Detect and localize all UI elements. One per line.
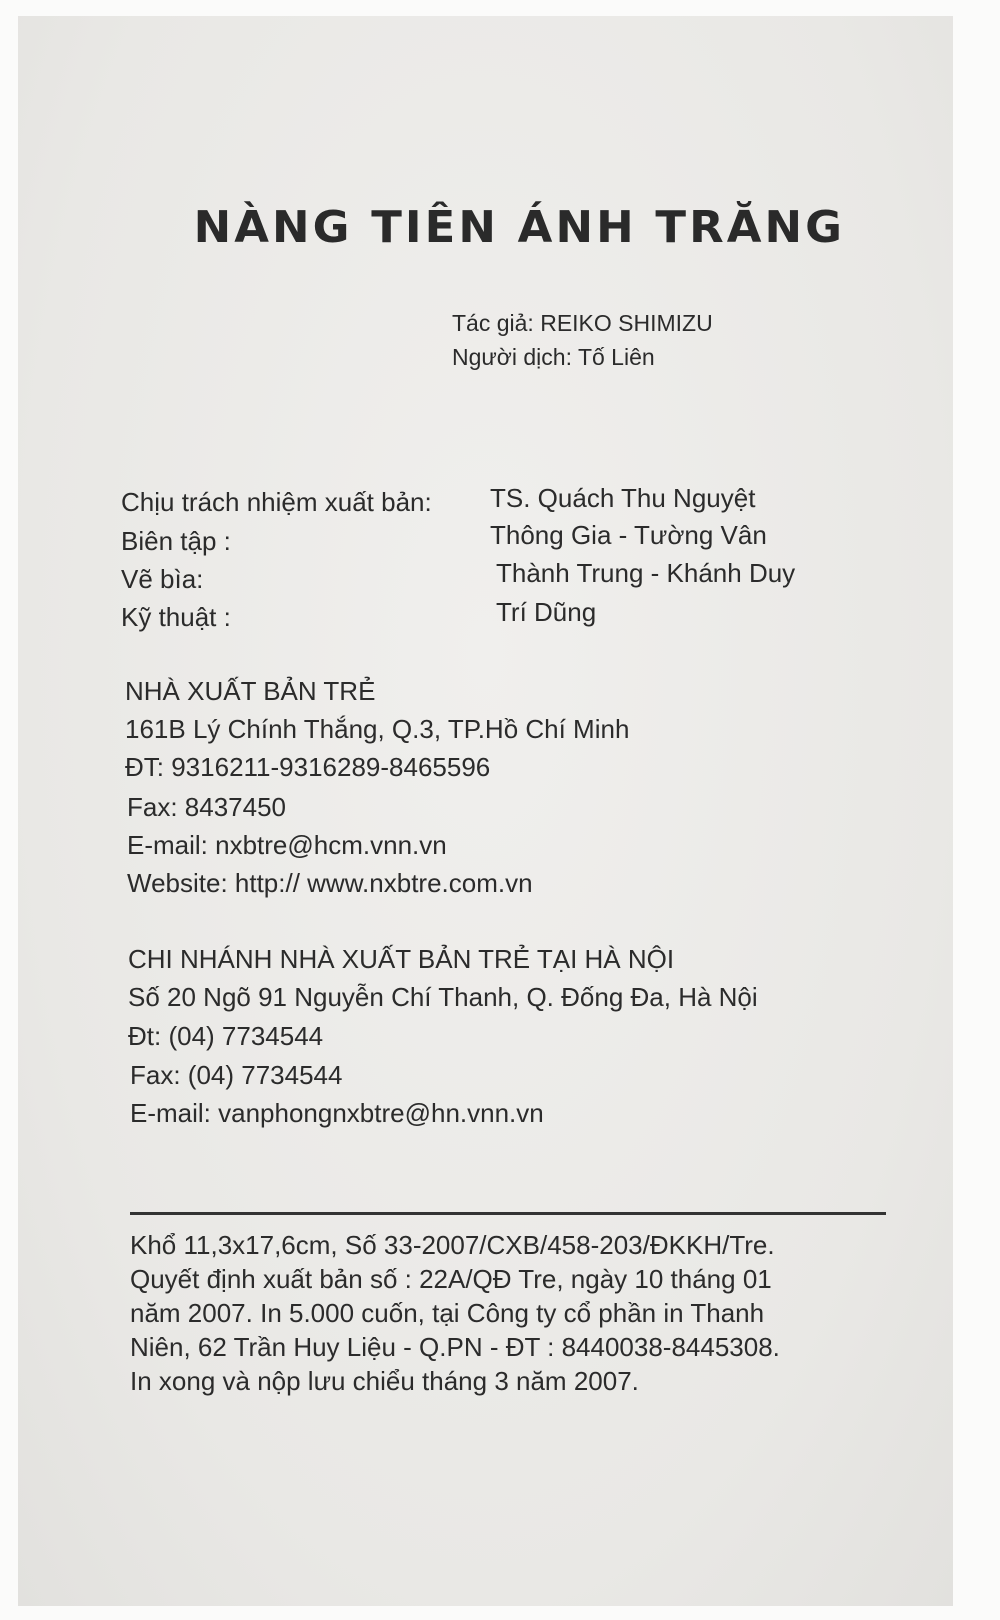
imprint-line: năm 2007. In 5.000 cuốn, tại Công ty cổ phần in Thanh	[130, 1298, 765, 1328]
credit-value: Thành Trung - Khánh Duy	[496, 558, 796, 588]
credit-value: Thông Gia - Tường Vân	[490, 520, 767, 550]
book-title: NÀNG TIÊN ÁNH TRĂNG	[193, 202, 846, 253]
branch-email: E-mail: vanphongnxbtre@hn.vnn.vn	[130, 1098, 544, 1128]
credit-label: Chịu trách nhiệm xuất bản:	[121, 487, 432, 517]
branch-name: CHI NHÁNH NHÀ XUẤT BẢN TRẺ TẠI HÀ NỘI	[128, 944, 675, 974]
credit-label: Vẽ bìa:	[121, 564, 204, 594]
credit-label: Biên tập :	[121, 526, 231, 556]
imprint-line: Niên, 62 Trần Huy Liệu - Q.PN - ĐT : 8440038-8445308.	[130, 1332, 780, 1362]
imprint-line: In xong và nộp lưu chiểu tháng 3 năm 2007.	[130, 1366, 639, 1396]
branch-phone: Đt: (04) 7734544	[128, 1021, 324, 1051]
credit-value: Trí Dũng	[496, 597, 597, 627]
publisher-name: NHÀ XUẤT BẢN TRẺ	[125, 676, 376, 706]
translator-line: Người dịch: Tố Liên	[452, 344, 655, 370]
publisher-phone: ĐT: 9316211-9316289-8465596	[125, 752, 491, 782]
divider-rule	[130, 1212, 886, 1215]
publisher-website: Website: http:// www.nxbtre.com.vn	[127, 868, 533, 898]
publisher-email: E-mail: nxbtre@hcm.vnn.vn	[127, 830, 447, 860]
imprint-line: Quyết định xuất bản số : 22A/QĐ Tre, ngày 10 tháng 01	[130, 1264, 772, 1294]
publisher-address: 161B Lý Chính Thắng, Q.3, TP.Hồ Chí Minh	[125, 714, 630, 744]
credit-value: TS. Quách Thu Nguyệt	[490, 483, 756, 513]
branch-fax: Fax: (04) 7734544	[130, 1060, 343, 1090]
credit-label: Kỹ thuật :	[121, 602, 231, 632]
author-line: Tác giả: REIKO SHIMIZU	[452, 310, 713, 336]
publisher-fax: Fax: 8437450	[127, 792, 287, 822]
imprint-line: Khổ 11,3x17,6cm, Số 33-2007/CXB/458-203/ĐKKH/Tre.	[130, 1230, 775, 1260]
branch-address: Số 20 Ngõ 91 Nguyễn Chí Thanh, Q. Đống Đa, Hà Nội	[128, 982, 758, 1012]
